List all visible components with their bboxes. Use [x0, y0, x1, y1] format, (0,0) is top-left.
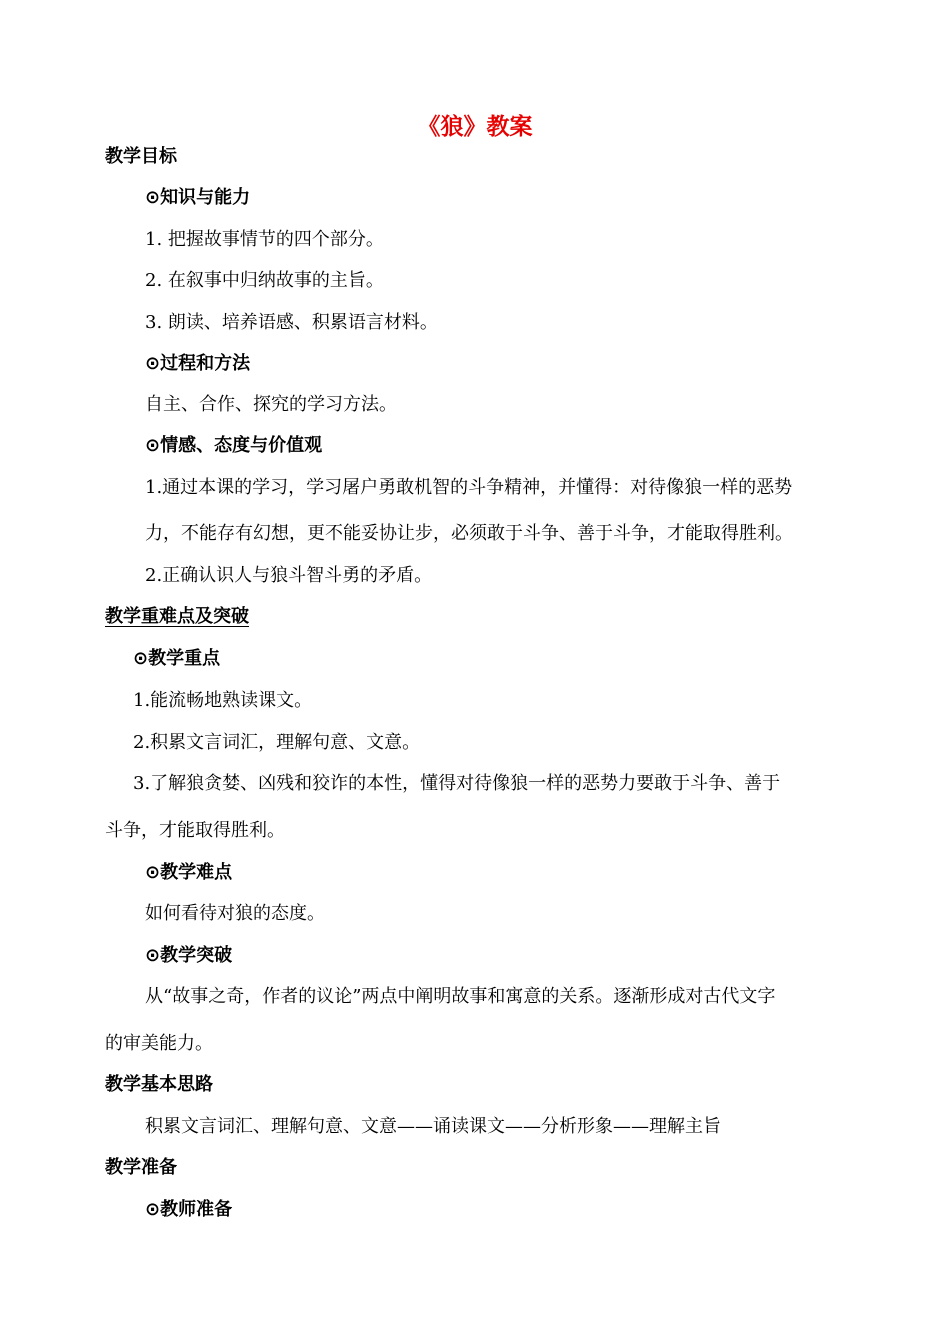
- paragraph-line: 斗争，才能取得胜利。: [105, 820, 285, 841]
- section-heading-preparation: 教学准备: [105, 1157, 177, 1178]
- subheading-knowledge: ⊙知识与能力: [145, 187, 251, 208]
- subheading-key-points: ⊙教学重点: [133, 648, 221, 669]
- section-heading-approach: 教学基本思路: [105, 1074, 213, 1095]
- paragraph: 积累文言词汇、理解句意、文意——诵读课文——分析形象——理解主旨: [145, 1116, 721, 1137]
- paragraph: 2.正确认识人与狼斗智斗勇的矛盾。: [145, 565, 433, 586]
- list-item: 1. 把握故事情节的四个部分。: [145, 229, 384, 250]
- paragraph: 自主、合作、探究的学习方法。: [145, 394, 397, 415]
- section-heading-goals: 教学目标: [105, 146, 177, 167]
- subheading-difficulty: ⊙教学难点: [145, 862, 233, 883]
- list-item: 2.积累文言词汇，理解句意、文意。: [133, 732, 421, 753]
- paragraph-line: 1.通过本课的学习，学习屠户勇敢机智的斗争精神，并懂得：对待像狼一样的恶势: [145, 477, 793, 498]
- paragraph: 如何看待对狼的态度。: [145, 903, 325, 924]
- paragraph-line: 3.了解狼贪婪、凶残和狡诈的本性，懂得对待像狼一样的恶势力要敢于斗争、善于: [133, 773, 781, 794]
- list-item: 1.能流畅地熟读课文。: [133, 690, 313, 711]
- document-title: 《狼》教案: [417, 114, 533, 140]
- list-item: 3. 朗读、培养语感、积累语言材料。: [145, 312, 438, 333]
- paragraph-line: 从“故事之奇，作者的议论”两点中阐明故事和寓意的关系。逐渐形成对古代文字: [145, 986, 776, 1007]
- list-item: 2. 在叙事中归纳故事的主旨。: [145, 270, 384, 291]
- paragraph-line: 力，不能存有幻想，更不能妥协让步，必须敢于斗争、善于斗争，才能取得胜利。: [145, 523, 793, 544]
- subheading-process: ⊙过程和方法: [145, 353, 251, 374]
- paragraph-line: 的审美能力。: [105, 1033, 213, 1054]
- subheading-teacher-preparation: ⊙教师准备: [145, 1199, 233, 1220]
- section-heading-focus: 教学重难点及突破: [105, 606, 249, 627]
- subheading-breakthrough: ⊙教学突破: [145, 945, 233, 966]
- subheading-emotion: ⊙情感、态度与价值观: [145, 435, 323, 456]
